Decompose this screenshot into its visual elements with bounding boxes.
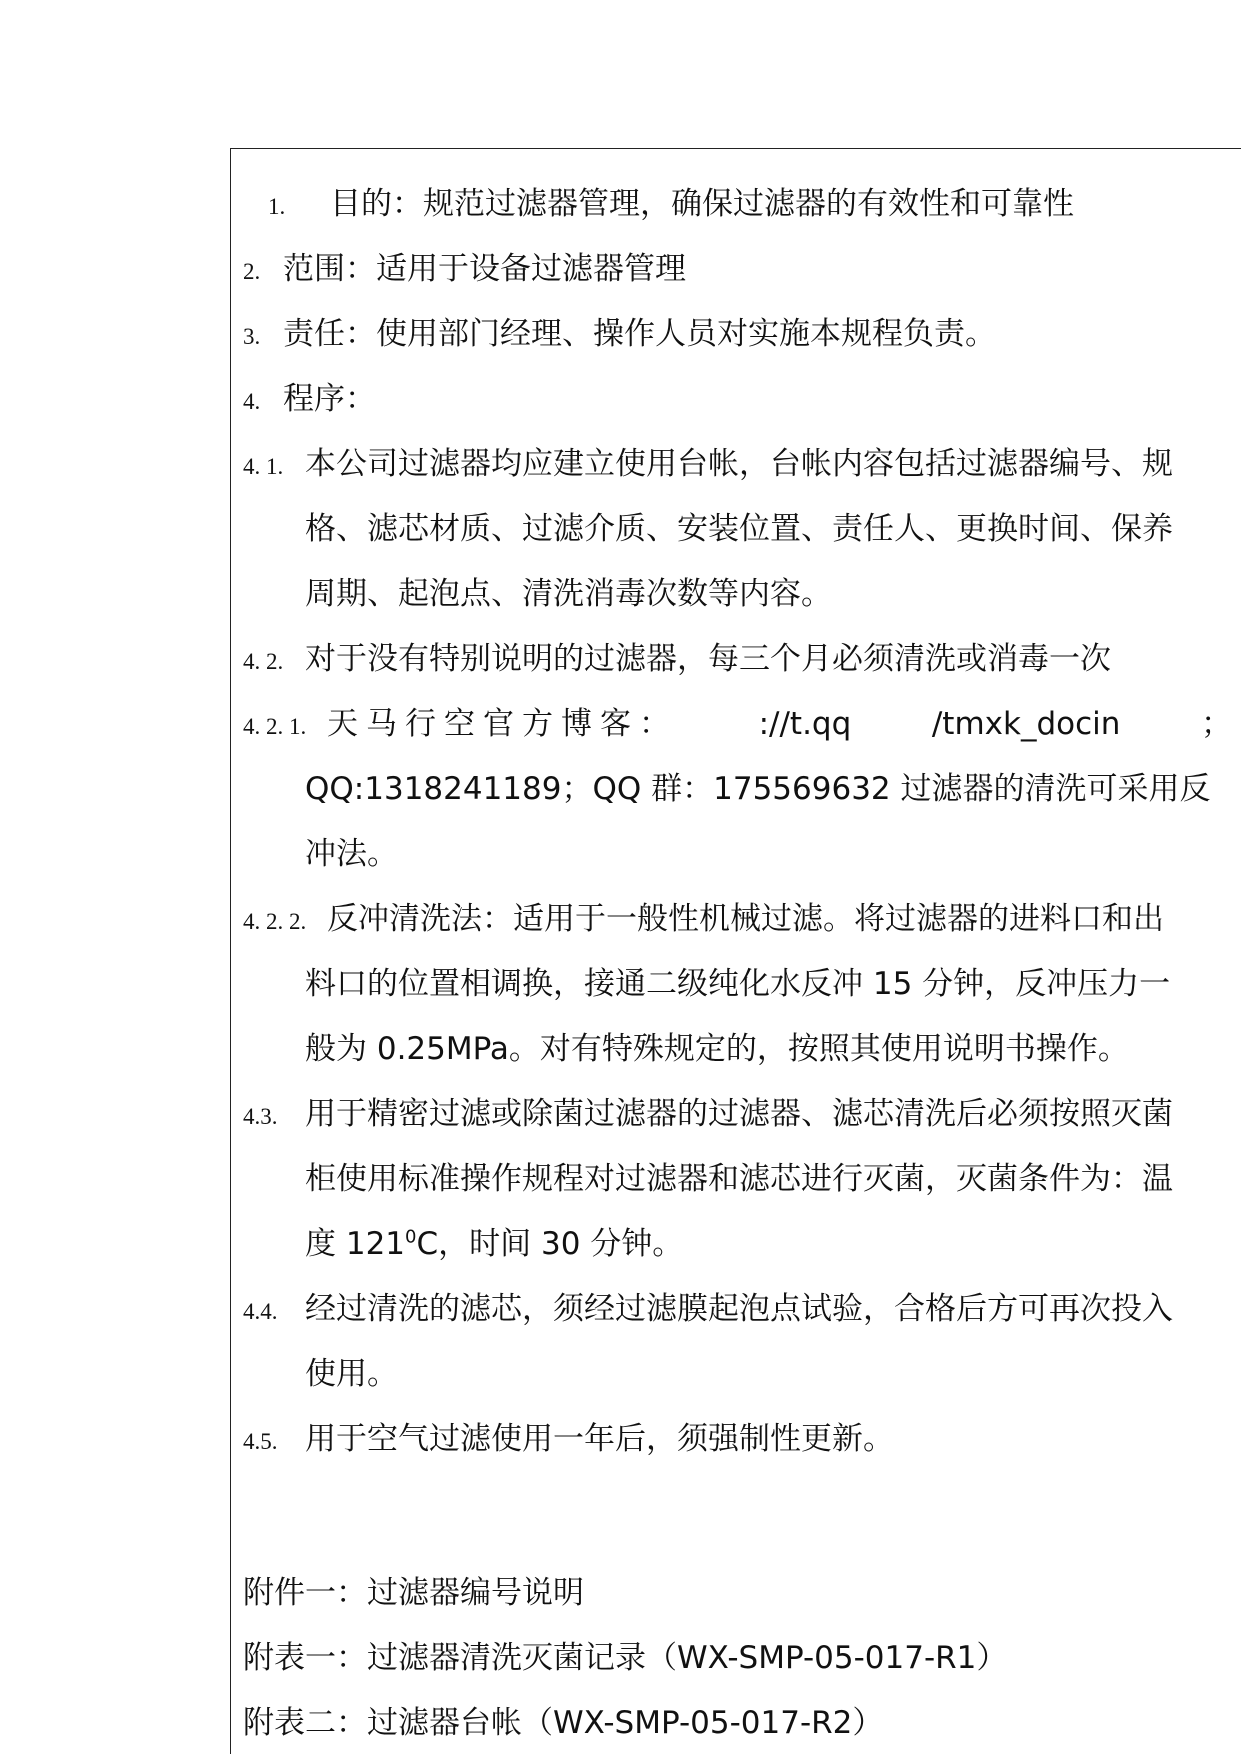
temperature-text: 度 121 — [305, 1226, 406, 1262]
clause-text-line: 使用。 — [305, 1356, 398, 1392]
clause-number: 4. 1. — [243, 454, 284, 479]
temperature-rest: C，时间 30 分钟。 — [416, 1226, 684, 1262]
blog-url-part: /tmxk_docin — [931, 706, 1121, 742]
attachment-line — [243, 1691, 1239, 1756]
attachment-line — [243, 1626, 1239, 1691]
clause-text-line: 用于精密过滤或除菌过滤器的过滤器、滤芯清洗后必须按照灭菌 — [305, 1096, 1173, 1132]
clause-text-line: 格、滤芯材质、过滤介质、安装位置、责任人、更换时间、保养 — [305, 511, 1173, 547]
clause-text-line: 冲法。 — [305, 836, 398, 872]
clause-4-4-continuation — [243, 1342, 1239, 1407]
blank-space — [243, 1472, 1239, 1561]
separator: ； — [1200, 706, 1232, 742]
clause-4-4 — [243, 1277, 1239, 1342]
section-purpose — [243, 172, 1239, 237]
clause-4-1-continuation — [243, 562, 1239, 627]
section-number: 1. — [268, 194, 286, 219]
document-body — [243, 172, 1239, 1756]
clause-text-line: 般为 0.25MPa。对有特殊规定的，按照其使用说明书操作。 — [305, 1031, 1129, 1067]
clause-4-1-continuation — [243, 497, 1239, 562]
clause-text-line: 用于空气过滤使用一年后，须强制性更新。 — [305, 1421, 894, 1457]
clause-number: 4.5. — [243, 1429, 278, 1454]
clause-text-line: 反冲清洗法：适用于一般性机械过滤。将过滤器的进料口和出 — [327, 901, 1164, 937]
section-responsibility — [243, 302, 1239, 367]
section-text: 程序： — [283, 381, 376, 417]
section-number: 3. — [243, 324, 261, 349]
clause-text-line: 对于没有特别说明的过滤器，每三个月必须清洗或消毒一次 — [305, 641, 1111, 677]
section-text: 责任：使用部门经理、操作人员对实施本规程负责。 — [283, 316, 996, 352]
clause-4-2 — [243, 627, 1239, 692]
clause-4-2-1-continuation — [243, 822, 1239, 887]
clause-4-3-continuation — [243, 1147, 1239, 1212]
attachment-line — [243, 1561, 1239, 1626]
blog-label: 天马行空官方博客： — [327, 706, 678, 742]
section-number: 2. — [243, 259, 261, 284]
attachment-text: 附表一：过滤器清洗灭菌记录（WX-SMP-05-017-R1） — [243, 1640, 1008, 1676]
clause-number: 4. 2. 2. — [243, 909, 307, 934]
section-scope — [243, 237, 1239, 302]
section-procedure — [243, 367, 1239, 432]
clause-text-line: 经过清洗的滤芯，须经过滤膜起泡点试验，合格后方可再次投入 — [305, 1291, 1173, 1327]
section-text: 目的：规范过滤器管理，确保过滤器的有效性和可靠性 — [330, 186, 1074, 222]
clause-4-3 — [243, 1082, 1239, 1147]
section-number: 4. — [243, 389, 261, 414]
section-text: 范围：适用于设备过滤器管理 — [283, 251, 686, 287]
attachment-text: 附件一：过滤器编号说明 — [243, 1575, 584, 1611]
clause-4-2-2-continuation — [243, 952, 1239, 1017]
clause-text-line: QQ:1318241189；QQ 群：175569632 过滤器的清洗可采用反 — [305, 771, 1211, 807]
attachment-text: 附表二：过滤器台帐（WX-SMP-05-017-R2） — [243, 1705, 884, 1741]
clause-number: 4. 2. — [243, 649, 284, 674]
clause-4-2-1-continuation — [243, 757, 1239, 822]
clause-text-line: 周期、起泡点、清洗消毒次数等内容。 — [305, 576, 832, 612]
degree-mark: 0 — [405, 1226, 417, 1248]
clause-4-1 — [243, 432, 1239, 497]
clause-number: 4. 2. 1. — [243, 714, 307, 739]
blog-url-part: ://t.qq — [758, 706, 852, 742]
clause-text-line — [305, 1212, 683, 1277]
clause-number: 4.3. — [243, 1104, 278, 1129]
clause-4-2-2 — [243, 887, 1239, 952]
clause-text-line: 本公司过滤器均应建立使用台帐，台帐内容包括过滤器编号、规 — [305, 446, 1173, 482]
clause-text-line: 料口的位置相调换，接通二级纯化水反冲 15 分钟，反冲压力一 — [305, 966, 1171, 1002]
clause-text-line — [327, 692, 1232, 757]
clause-4-2-2-continuation — [243, 1017, 1239, 1082]
clause-text-line: 柜使用标准操作规程对过滤器和滤芯进行灭菌，灭菌条件为：温 — [305, 1161, 1173, 1197]
clause-4-2-1 — [243, 692, 1239, 757]
clause-number: 4.4. — [243, 1299, 278, 1324]
clause-4-5 — [243, 1407, 1239, 1472]
clause-4-3-continuation — [243, 1212, 1239, 1277]
